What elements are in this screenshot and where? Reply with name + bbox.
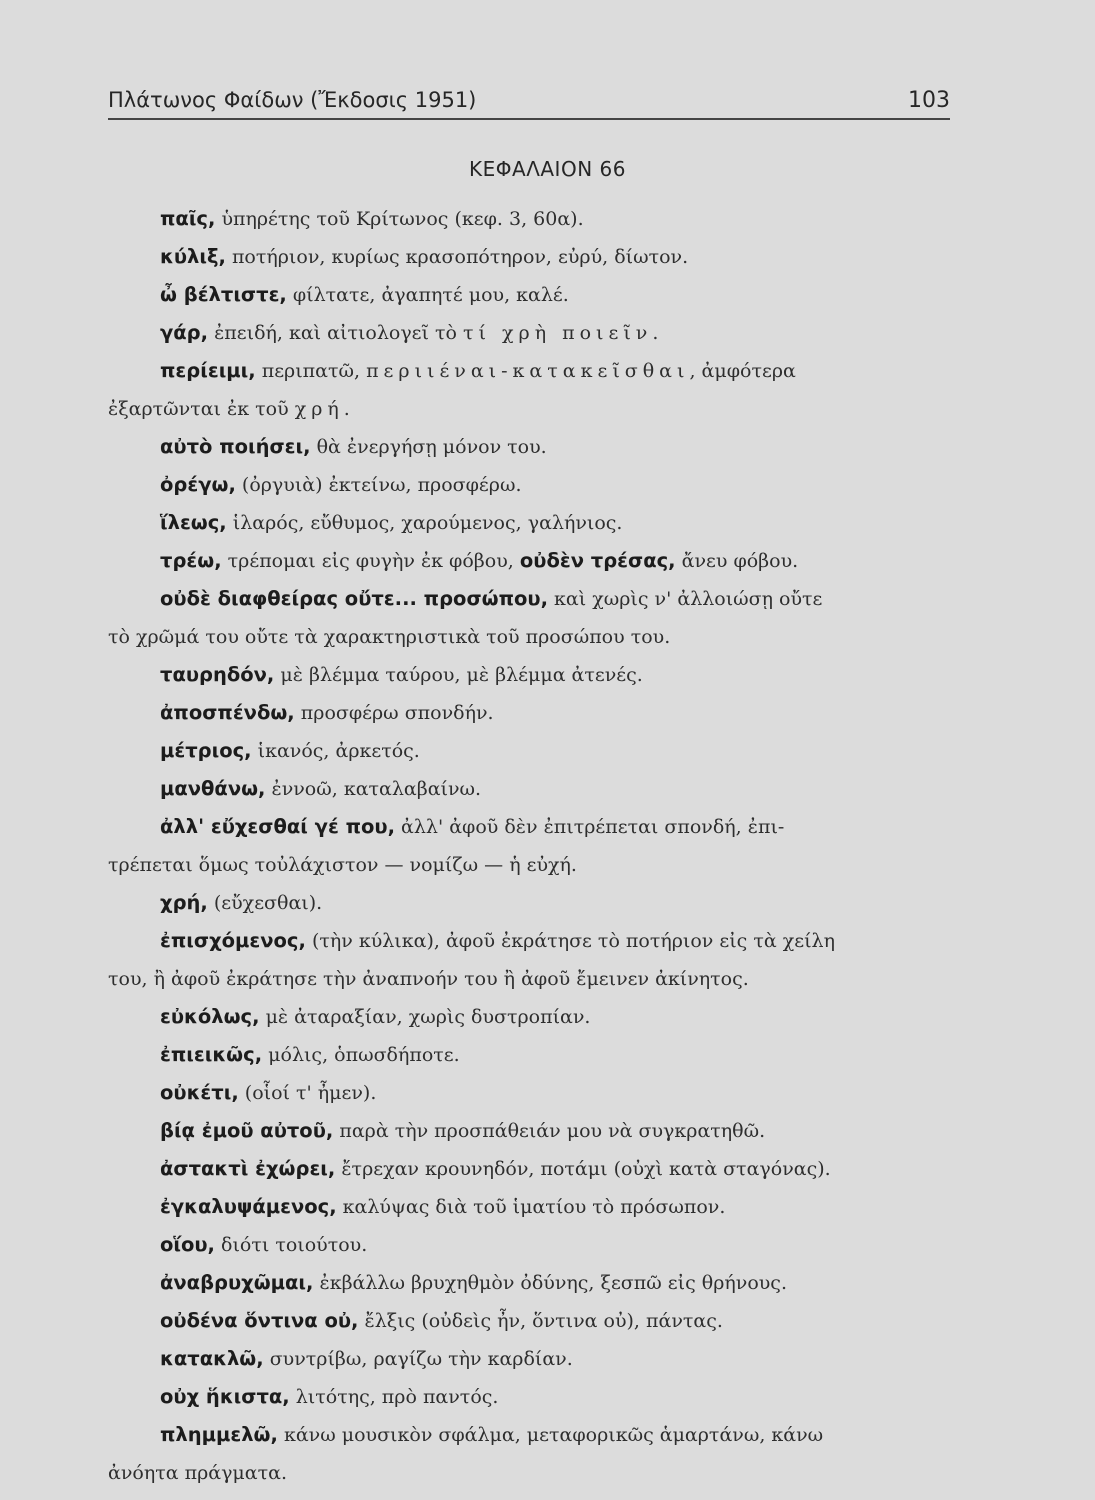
definition: μὲ βλέμμα ταύρου, μὲ βλέμμα ἀτενές. bbox=[280, 664, 643, 686]
definition: ὑπηρέτης τοῦ Κρίτωνος (κεφ. 3, 60α). bbox=[221, 208, 584, 230]
glossary-entry bbox=[108, 694, 958, 732]
glossary-entry bbox=[108, 238, 958, 276]
glossary-entry bbox=[108, 1074, 958, 1112]
definition-end: , ἀμφότερα bbox=[689, 360, 796, 382]
headword: οἵου, bbox=[160, 1233, 215, 1256]
definition: κάνω μουσικὸν σφάλμα, μεταφορικῶς ἁμαρτάνω, κάνω bbox=[283, 1424, 824, 1446]
glossary-entry bbox=[108, 1416, 958, 1454]
glossary-entry bbox=[108, 200, 958, 238]
glossary-continuation bbox=[108, 618, 958, 656]
headword: ἐπισχόμενος, bbox=[160, 929, 306, 952]
headword: αὐτὸ ποιήσει, bbox=[160, 435, 311, 458]
headword: ἵλεως, bbox=[160, 511, 227, 534]
definition: τὸ χρῶμά του οὔτε τὰ χαρακτηριστικὰ τοῦ προσώπου του. bbox=[108, 626, 671, 648]
glossary-entry bbox=[108, 466, 958, 504]
definition: προσφέρω σπονδήν. bbox=[300, 702, 494, 724]
glossary-entry bbox=[108, 504, 958, 542]
headword: χρή, bbox=[160, 891, 208, 914]
glossary-entry bbox=[108, 428, 958, 466]
headword-secondary: οὐδὲν τρέσας, bbox=[519, 549, 676, 572]
definition: ἐξαρτῶνται ἐκ τοῦ bbox=[108, 398, 289, 420]
definition: ἱκανός, ἀρκετός. bbox=[257, 740, 420, 762]
page-number: 103 bbox=[908, 88, 950, 113]
definition: λιτότης, πρὸ παντός. bbox=[295, 1386, 499, 1408]
glossary-entry bbox=[108, 770, 958, 808]
definition: ἀνόητα πράγματα. bbox=[108, 1462, 287, 1484]
definition: περιπατῶ, bbox=[261, 360, 361, 382]
definition: ἐννοῶ, καταλαβαίνω. bbox=[271, 778, 482, 800]
running-head bbox=[108, 88, 950, 120]
glossary-entry bbox=[108, 1226, 958, 1264]
glossary-entry bbox=[108, 1150, 958, 1188]
glossary-entry bbox=[108, 922, 958, 960]
glossary-entry bbox=[108, 1378, 958, 1416]
definition: μὲ ἀταραξίαν, χωρὶς δυστροπίαν. bbox=[265, 1006, 591, 1028]
glossary-entry bbox=[108, 656, 958, 694]
definition: ἔλξις (οὐδεὶς ἦν, ὅντινα οὐ), πάντας. bbox=[364, 1310, 723, 1332]
definition: θὰ ἐνεργήσῃ μόνον του. bbox=[316, 436, 547, 458]
definition: τρέπομαι εἰς φυγὴν ἐκ φόβου, bbox=[227, 550, 514, 572]
glossary-entry bbox=[108, 884, 958, 922]
definition: φίλτατε, ἀγαπητέ μου, καλέ. bbox=[292, 284, 569, 306]
running-head-title: Πλάτωνος Φαίδων (Ἔκδοσις 1951) bbox=[108, 88, 477, 112]
definition: ποτήριον, κυρίως κρασοπότηρον, εὐρύ, δίωτον. bbox=[231, 246, 689, 268]
glossary-entry bbox=[108, 732, 958, 770]
headword: ἀστακτὶ ἐχώρει, bbox=[160, 1157, 336, 1180]
headword: ἐπιεικῶς, bbox=[160, 1043, 263, 1066]
glossary-entry bbox=[108, 998, 958, 1036]
headword: ὦ βέλτιστε, bbox=[160, 283, 287, 306]
headword: οὐδὲ διαφθείρας οὔτε... προσώπου, bbox=[160, 587, 548, 610]
headword: ὀρέγω, bbox=[160, 473, 236, 496]
glossary-entry bbox=[108, 1264, 958, 1302]
definition: (ὀργυιὰ) ἐκτείνω, προσφέρω. bbox=[241, 474, 522, 496]
headword: εὐκόλως, bbox=[160, 1005, 260, 1028]
glossary-entry bbox=[108, 1112, 958, 1150]
glossary-entry bbox=[108, 352, 958, 390]
glossary-entry bbox=[108, 542, 958, 580]
headword: τρέω, bbox=[160, 549, 222, 572]
headword: ἀποσπένδω, bbox=[160, 701, 295, 724]
headword: ἀλλ' εὔχεσθαί γέ που, bbox=[160, 815, 395, 838]
definition: παρὰ τὴν προσπάθειάν μου νὰ συγκρατηθῶ. bbox=[339, 1120, 766, 1142]
definition: ἐκβάλλω βρυχηθμὸν ὀδύνης, ξεσπῶ εἰς θρήνους. bbox=[319, 1272, 787, 1294]
definition: μόλις, ὁπωσδήποτε. bbox=[268, 1044, 460, 1066]
glossary-entry bbox=[108, 276, 958, 314]
headword: παῖς, bbox=[160, 207, 216, 230]
headword: κατακλῶ, bbox=[160, 1347, 264, 1370]
definition: (εὔχεσθαι). bbox=[213, 892, 323, 914]
definition: (τὴν κύλικα), ἀφοῦ ἐκράτησε τὸ ποτήριον εἰς τὰ χείλη bbox=[311, 930, 835, 952]
definition: ἄνευ φόβου. bbox=[681, 550, 799, 572]
headword: μανθάνω, bbox=[160, 777, 266, 800]
definition: καὶ χωρὶς ν' ἀλλοιώσῃ οὔτε bbox=[554, 588, 823, 610]
glossary-continuation bbox=[108, 1454, 958, 1492]
glossary-entry bbox=[108, 580, 958, 618]
spaced-quote: περιιέναι-κατακεῖσθαι bbox=[366, 360, 690, 382]
glossary-entry bbox=[108, 1340, 958, 1378]
glossary-entry bbox=[108, 314, 958, 352]
headword: μέτριος, bbox=[160, 739, 252, 762]
headword: οὐκέτι, bbox=[160, 1081, 239, 1104]
glossary-list bbox=[108, 200, 958, 1492]
glossary-entry bbox=[108, 808, 958, 846]
definition: ἐπειδή, καὶ αἰτιολογεῖ τὸ bbox=[214, 322, 457, 344]
headword: περίειμι, bbox=[160, 359, 256, 382]
headword: οὐδένα ὅντινα οὐ, bbox=[160, 1309, 359, 1332]
headword: γάρ, bbox=[160, 321, 209, 344]
spaced-quote: χρή bbox=[294, 398, 344, 420]
definition: ἱλαρός, εὔθυμος, χαρούμενος, γαλήνιος. bbox=[232, 512, 623, 534]
headword: οὐχ ἥκιστα, bbox=[160, 1385, 290, 1408]
spaced-quote: τί χρὴ ποιεῖν bbox=[463, 322, 653, 344]
definition: (οἷοί τ' ἦμεν). bbox=[244, 1082, 377, 1104]
definition: του, ἢ ἀφοῦ ἐκράτησε τὴν ἀναπνοήν του ἢ ἀφοῦ ἔμεινεν ἀκίνητος. bbox=[108, 968, 749, 990]
headword: βίᾳ ἐμοῦ αὐτοῦ, bbox=[160, 1119, 334, 1142]
glossary-continuation bbox=[108, 960, 958, 998]
glossary-entry bbox=[108, 1302, 958, 1340]
definition-end: . bbox=[652, 322, 659, 344]
chapter-heading: ΚΕΦΑΛΑΙΟΝ 66 bbox=[469, 157, 626, 181]
glossary-entry bbox=[108, 1188, 958, 1226]
definition-end: . bbox=[343, 398, 350, 420]
definition: καλύψας διὰ τοῦ ἱματίου τὸ πρόσωπον. bbox=[342, 1196, 726, 1218]
headword: ἐγκαλυψάμενος, bbox=[160, 1195, 337, 1218]
headword: πλημμελῶ, bbox=[160, 1423, 278, 1446]
headword: ταυρηδόν, bbox=[160, 663, 275, 686]
definition: τρέπεται ὅμως τοὐλάχιστον — νομίζω — ἡ εὐχή. bbox=[108, 854, 577, 876]
definition: ἔτρεχαν κρουνηδόν, ποτάμι (οὐχὶ κατὰ σταγόνας). bbox=[341, 1158, 831, 1180]
definition: διότι τοιούτου. bbox=[221, 1234, 368, 1256]
glossary-continuation bbox=[108, 390, 958, 428]
glossary-continuation bbox=[108, 846, 958, 884]
headword: ἀναβρυχῶμαι, bbox=[160, 1271, 314, 1294]
definition: συντρίβω, ραγίζω τὴν καρδίαν. bbox=[269, 1348, 573, 1370]
glossary-entry bbox=[108, 1036, 958, 1074]
definition: ἀλλ' ἀφοῦ δὲν ἐπιτρέπεται σπονδή, ἐπι- bbox=[401, 816, 785, 838]
headword: κύλιξ, bbox=[160, 245, 226, 268]
